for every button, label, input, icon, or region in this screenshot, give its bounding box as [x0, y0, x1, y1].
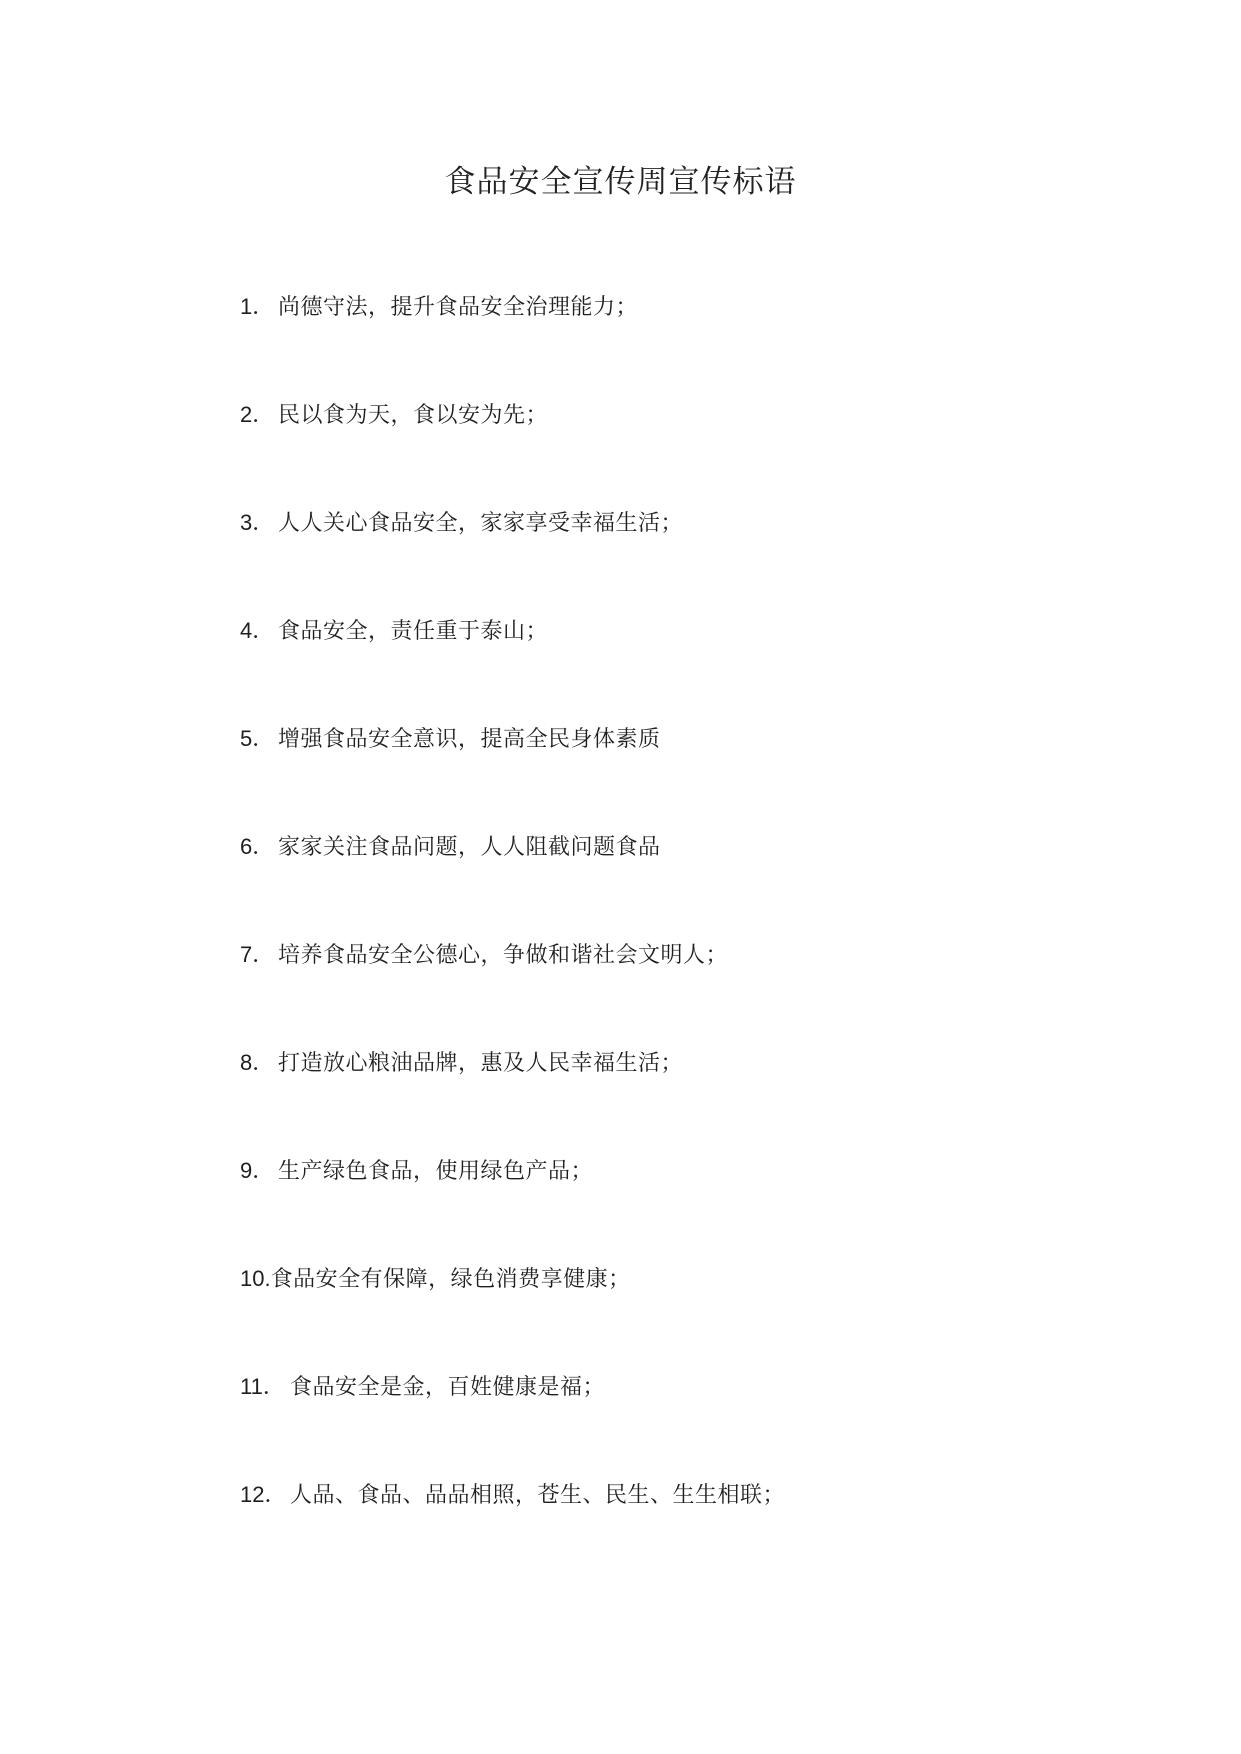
list-item: [240, 395, 1140, 503]
list-item: [240, 503, 1140, 611]
list-item: [240, 935, 1140, 1043]
item-text: 培养食品安全公德心，争做和谐社会文明人；: [278, 943, 729, 968]
item-number: 8．: [240, 1050, 275, 1075]
list-item: [240, 1475, 1140, 1583]
list-item: [240, 1151, 1140, 1259]
item-text: 人人关心食品安全，家家享受幸福生活；: [278, 511, 684, 536]
item-text: 民以食为天，食以安为先；: [278, 403, 549, 428]
list-item: [240, 287, 1140, 395]
item-text: 打造放心粮油品牌，惠及人民幸福生活；: [278, 1051, 684, 1076]
item-text: 食品安全，责任重于泰山；: [278, 619, 549, 644]
item-text: 人品、食品、品品相照，苍生、民生、生生相联；: [290, 1483, 786, 1508]
document-title: 食品安全宣传周宣传标语: [444, 164, 797, 200]
item-text: 食品安全是金，百姓健康是福；: [290, 1375, 606, 1400]
item-number: 6．: [240, 834, 275, 859]
list-item: [240, 827, 1140, 935]
list-item: [240, 611, 1140, 719]
item-text: 增强食品安全意识，提高全民身体素质: [278, 727, 661, 752]
item-text: 家家关注食品问题，人人阻截问题食品: [278, 835, 661, 860]
list-item: [240, 1367, 1140, 1475]
item-text: 生产绿色食品，使用绿色产品；: [278, 1159, 594, 1184]
item-text: 尚德守法，提升食品安全治理能力；: [278, 295, 639, 320]
list-item: [240, 1259, 1140, 1367]
item-number: 1．: [240, 294, 275, 319]
item-number: 12．: [240, 1482, 287, 1507]
item-text: 食品安全有保障，绿色消费享健康；: [270, 1267, 631, 1292]
item-number: 5．: [240, 726, 275, 751]
slogan-list: [240, 287, 1140, 1583]
list-item: [240, 1043, 1140, 1151]
item-number: 11．: [240, 1374, 285, 1399]
item-number: 9．: [240, 1158, 275, 1183]
item-number: 7．: [240, 942, 275, 967]
item-number: 3．: [240, 510, 275, 535]
list-item: [240, 719, 1140, 827]
item-number: 4．: [240, 618, 275, 643]
item-number: 2．: [240, 402, 275, 427]
item-number: 10.: [240, 1266, 271, 1291]
